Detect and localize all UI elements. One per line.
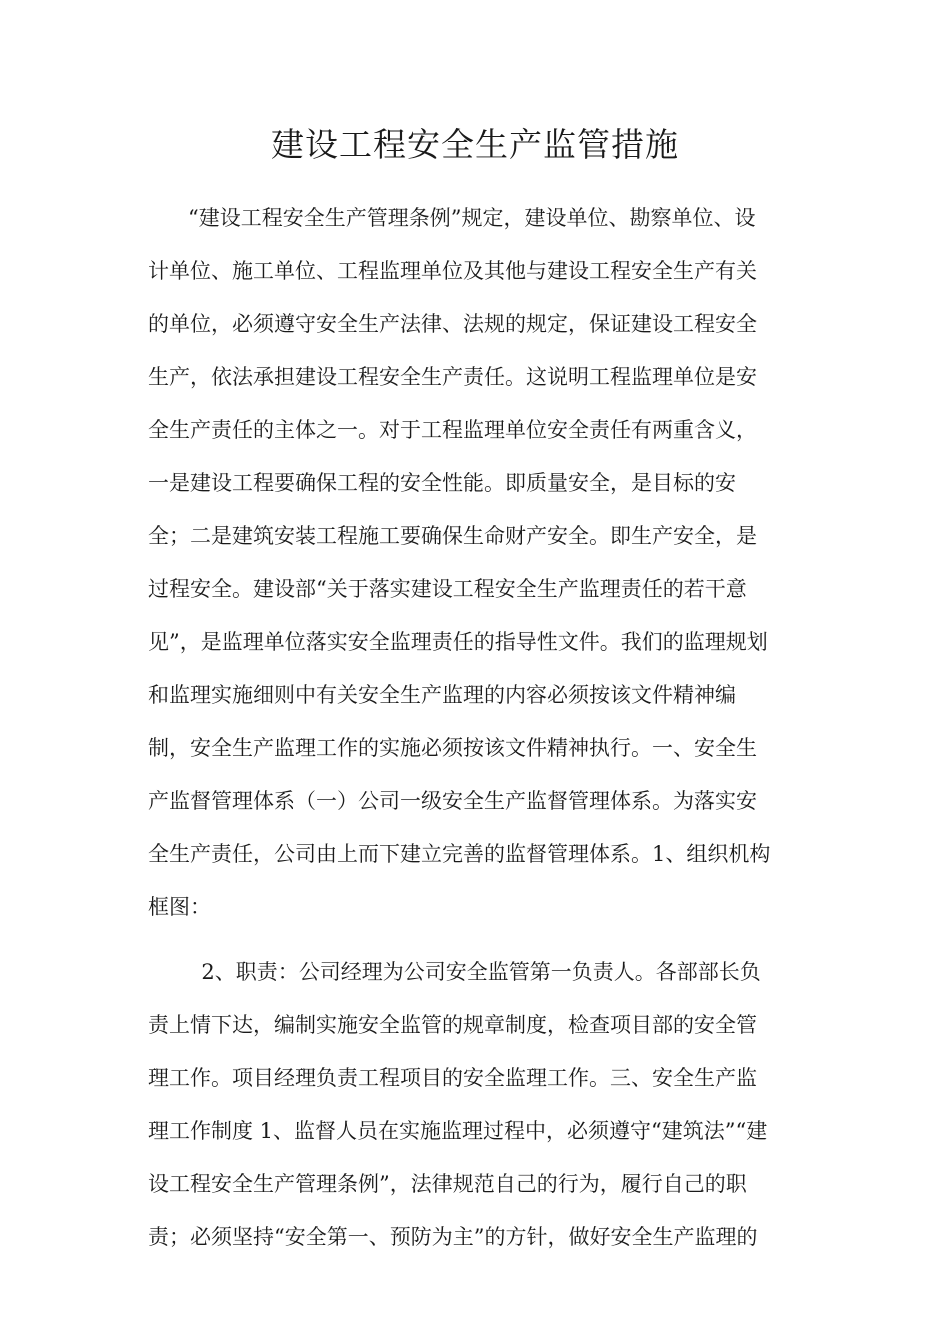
paragraph-1-line: 生产，依法承担建设工程安全生产责任。这说明工程监理单位是安 [148, 365, 757, 389]
paragraph-2-line: 理工作制度 1、监督人员在实施监理过程中，必须遵守“建筑法”“建 [148, 1119, 768, 1143]
paragraph-1-line: “建设工程安全生产管理条例”规定，建设单位、勘察单位、设 [148, 206, 756, 230]
paragraph-2-line: 责上情下达，编制实施安全监管的规章制度，检查项目部的安全管 [148, 1013, 757, 1037]
paragraph-1-line: 和监理实施细则中有关安全生产监理的内容必须按该文件精神编 [148, 683, 736, 707]
paragraph-2-line: 责；必须坚持“安全第一、预防为主”的方针，做好安全生产监理的 [148, 1225, 758, 1249]
paragraph-1-line: 制，安全生产监理工作的实施必须按该文件精神执行。一、安全生 [148, 736, 757, 760]
paragraph-1-line: 框图： [148, 895, 211, 919]
paragraph-1-line: 产监督管理体系（一）公司一级安全生产监督管理体系。为落实安 [148, 789, 757, 813]
paragraph-1-line: 一是建设工程要确保工程的安全性能。即质量安全，是目标的安 [148, 471, 736, 495]
document-title: 建设工程安全生产监管措施 [271, 125, 679, 164]
paragraph-1-line: 的单位，必须遵守安全生产法律、法规的规定，保证建设工程安全 [148, 312, 757, 336]
paragraph-2-line: 设工程安全生产管理条例”，法律规范自己的行为，履行自己的职 [148, 1172, 747, 1196]
paragraph-2-line: 理工作。项目经理负责工程项目的安全监理工作。三、安全生产监 [148, 1066, 757, 1090]
document-body [148, 192, 828, 1264]
paragraph-1-line: 见”，是监理单位落实安全监理责任的指导性文件。我们的监理规划 [148, 630, 768, 654]
paragraph-1-line: 全生产责任，公司由上而下建立完善的监督管理体系。1、组织机构 [148, 842, 771, 866]
paragraph-1-line: 全；二是建筑安装工程施工要确保生命财产安全。即生产安全，是 [148, 524, 757, 548]
paragraph-1-line: 计单位、施工单位、工程监理单位及其他与建设工程安全生产有关 [148, 259, 757, 283]
paragraph-spacer [148, 934, 828, 946]
paragraph-2-line: 2、职责：公司经理为公司安全监管第一负责人。各部部长负 [148, 960, 761, 984]
paragraph-1-line: 全生产责任的主体之一。对于工程监理单位安全责任有两重含义， [148, 418, 757, 442]
paragraph-1-line: 过程安全。建设部“关于落实建设工程安全生产监理责任的若干意 [148, 577, 747, 601]
